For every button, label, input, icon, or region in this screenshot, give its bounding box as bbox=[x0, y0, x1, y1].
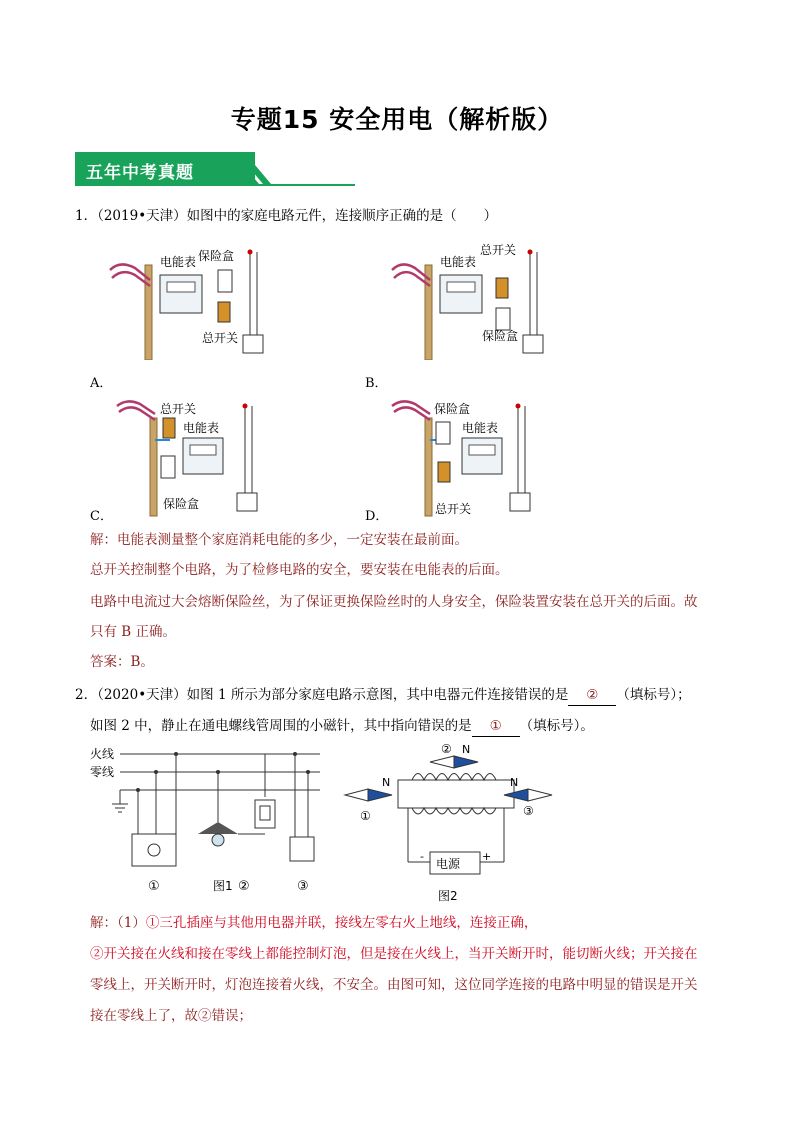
q1-solution-line: 总开关控制整个电路，为了检修电路的安全，要安装在电能表的后面。 bbox=[90, 562, 509, 578]
q1-solution-line: 解：电能表测量整个家庭消耗电能的多少，一定安装在最前面。 bbox=[90, 532, 468, 548]
q1-solution-line: 只有 B 正确。 bbox=[90, 624, 177, 640]
switch-label: 总开关 bbox=[435, 502, 472, 516]
fuse-box bbox=[496, 308, 510, 330]
q2-solution-line: 零线上，开关断开时，灯泡连接着火线，不安全。由图可知，这位同学连接的电路中明显的错误是开关 bbox=[90, 977, 698, 993]
main-switch bbox=[438, 462, 450, 482]
solenoid bbox=[398, 780, 514, 808]
q1-answer: 答案：B。 bbox=[90, 654, 154, 670]
figure-option-a bbox=[90, 240, 280, 360]
q2-solution-line: ②开关接在火线和接在零线上都能控制灯泡，但是接在火线上，当开关断开时，能切断火线；开关接在 bbox=[90, 946, 698, 962]
energy-meter bbox=[462, 438, 502, 474]
q2-solution-line: 接在零线上了，故②错误； bbox=[90, 1008, 252, 1024]
socket bbox=[510, 493, 530, 511]
energy-meter bbox=[440, 275, 482, 313]
live-wire-label: 火线 bbox=[90, 747, 115, 761]
answer-blank-1: ② bbox=[568, 685, 616, 706]
meter-label: 电能表 bbox=[160, 255, 197, 269]
main-switch bbox=[163, 418, 175, 438]
section-banner-text: 五年中考真题 bbox=[86, 163, 194, 183]
neutral-wire-label: 零线 bbox=[90, 765, 115, 779]
plus-label: + bbox=[482, 850, 492, 863]
q2-solution-highlight: ①三孔插座与其他用电器并联，接线左零右火上地线，连接正确， bbox=[145, 915, 538, 931]
switch-label: 总开关 bbox=[480, 243, 517, 257]
wall-switch bbox=[255, 800, 275, 828]
figure-option-c bbox=[115, 398, 275, 518]
fig1-label-3: ③ bbox=[297, 879, 309, 894]
meter-label: 电能表 bbox=[462, 421, 499, 435]
fig2-label-1: ① bbox=[360, 809, 371, 823]
figure-option-d bbox=[390, 398, 550, 518]
q2-line2-text: （填标号）。 bbox=[519, 718, 594, 734]
minus-label: - bbox=[420, 850, 424, 863]
socket bbox=[237, 493, 257, 511]
answer-blank-2: ① bbox=[472, 716, 520, 737]
fuse-box bbox=[218, 270, 232, 292]
bulb bbox=[212, 834, 224, 846]
option-c: C． bbox=[90, 509, 113, 524]
q2-stem-text: （填标号）； bbox=[616, 687, 691, 703]
n-label-1: N bbox=[382, 776, 391, 789]
two-hole-socket bbox=[290, 837, 314, 861]
q2-stem-text: 2．（2020•天津）如图 1 所示为部分家庭电路示意图，其中电器元件连接错误的是 bbox=[75, 687, 569, 703]
question-1-stem: 1．（2019•天津）如图中的家庭电路元件，连接顺序正确的是（ ） bbox=[75, 208, 498, 224]
fuse-label: 保险盒 bbox=[482, 329, 519, 343]
main-switch bbox=[496, 278, 508, 298]
fuse-label: 保险盒 bbox=[434, 402, 471, 416]
fig2-label-2: ② bbox=[441, 742, 452, 756]
figure-option-b bbox=[390, 240, 580, 360]
meter-label: 电能表 bbox=[440, 255, 477, 269]
n-label-2: N bbox=[462, 743, 471, 756]
incoming-wires bbox=[110, 264, 150, 286]
figure-2-solenoid bbox=[340, 742, 570, 907]
question-2-line2 bbox=[90, 716, 594, 737]
banner-underline bbox=[75, 184, 355, 186]
compass-needle-2 bbox=[430, 756, 478, 768]
fig1-caption: 图1 bbox=[213, 879, 233, 893]
energy-meter bbox=[160, 275, 202, 313]
question-2-stem bbox=[75, 685, 691, 706]
fuse-label: 保险盒 bbox=[198, 249, 235, 263]
q2-solution-line-1 bbox=[90, 913, 537, 933]
q1-solution-line: 电路中电流过大会熔断保险丝，为了保证更换保险丝时的人身安全，保险装置安装在总开关的后面。故 bbox=[90, 594, 698, 610]
figure-1-circuit bbox=[90, 742, 330, 902]
q2-line2-text: 如图 2 中，静止在通电螺线管周围的小磁针，其中指向错误的是 bbox=[90, 718, 472, 734]
fig2-caption: 图2 bbox=[438, 889, 458, 903]
switch-label: 总开关 bbox=[202, 331, 239, 345]
page-title: 专题15 安全用电（解析版） bbox=[230, 105, 564, 134]
fig1-label-1: ① bbox=[148, 879, 160, 894]
socket bbox=[243, 335, 263, 353]
fuse-box bbox=[436, 422, 450, 444]
fig2-label-3: ③ bbox=[523, 804, 534, 818]
fuse-box bbox=[161, 456, 175, 478]
n-label-3: N bbox=[510, 776, 519, 789]
meter-label: 电能表 bbox=[183, 421, 220, 435]
three-hole-socket bbox=[132, 834, 176, 866]
q2-solution-prefix: 解：（1） bbox=[90, 915, 146, 931]
socket bbox=[523, 335, 543, 353]
fig1-label-2: ② bbox=[238, 879, 250, 894]
compass-needle-1 bbox=[345, 789, 392, 801]
option-d: D． bbox=[365, 509, 389, 524]
fuse-label: 保险盒 bbox=[163, 497, 200, 511]
main-switch bbox=[218, 302, 230, 322]
option-a: A． bbox=[90, 376, 113, 391]
energy-meter bbox=[183, 438, 223, 474]
option-b: B． bbox=[365, 376, 388, 391]
power-source-label: 电源 bbox=[436, 857, 461, 871]
switch-label: 总开关 bbox=[160, 402, 197, 416]
